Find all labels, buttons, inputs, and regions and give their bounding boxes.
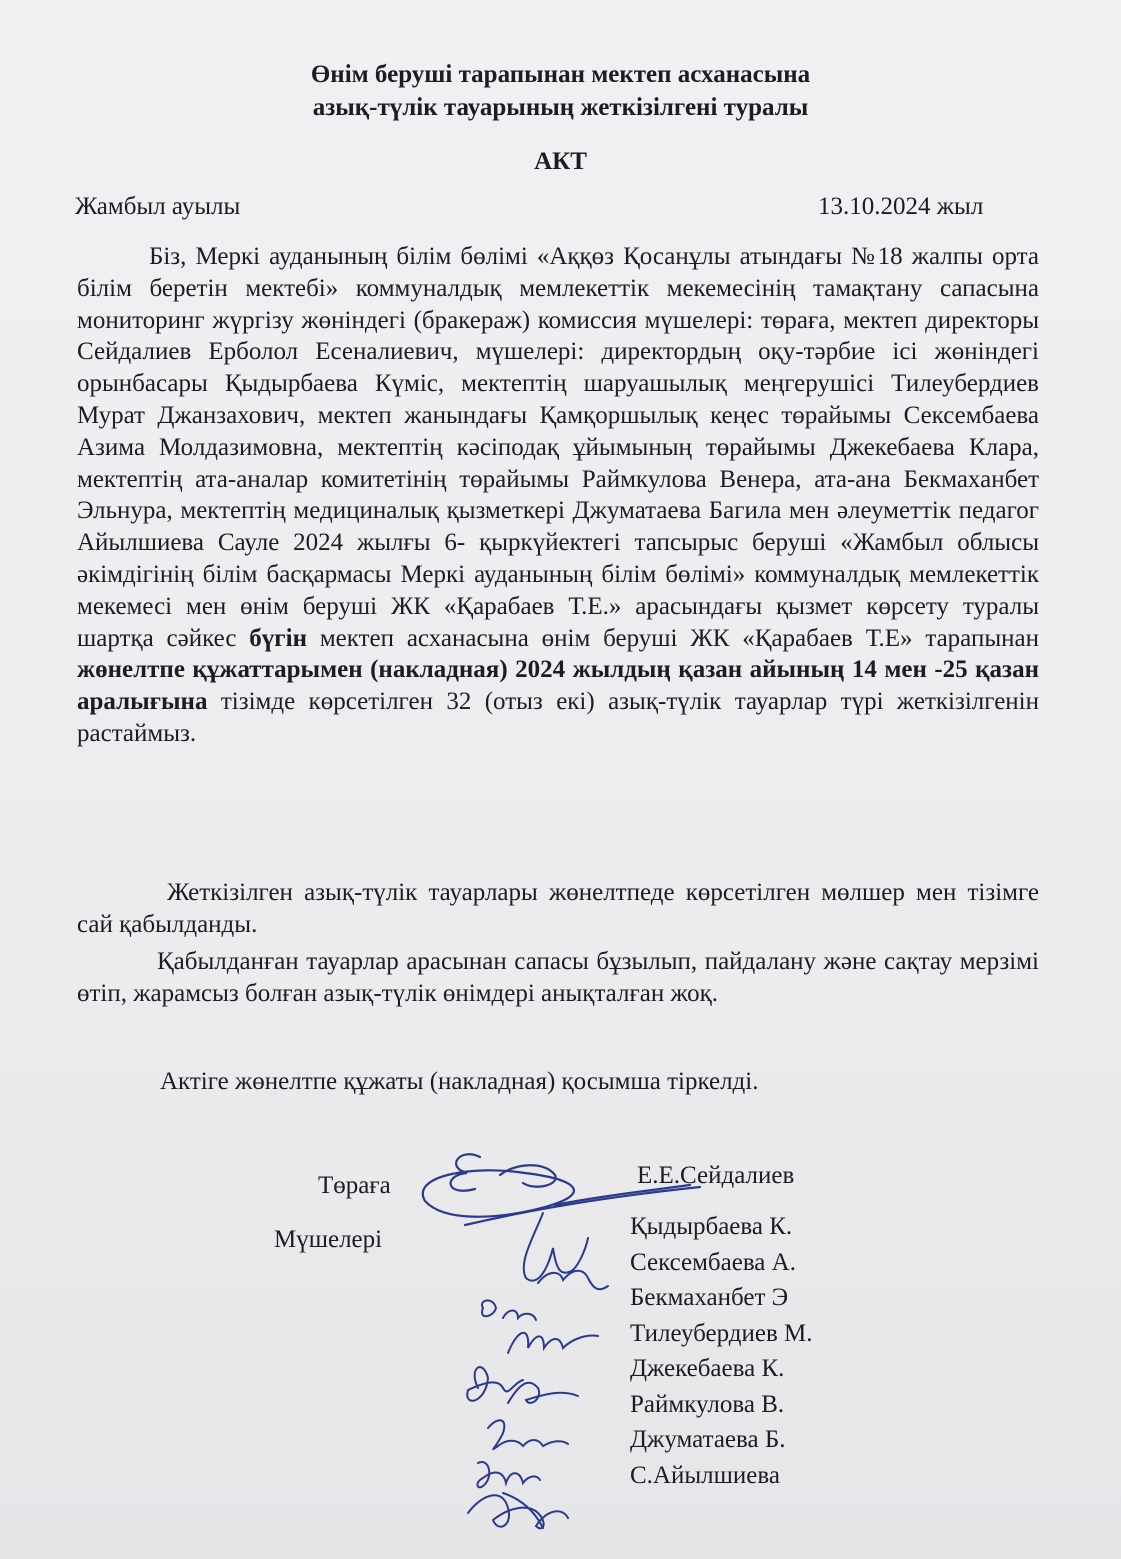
paragraph-text-e: тізімде көрсетілген 32 (отыз екі) азық-түлік тауарлар түрі жеткізілгенін растаймыз.: [77, 688, 1039, 747]
member-name: Джекебаева К.: [630, 1355, 785, 1382]
chair-name: Е.Е.Сейдалиев: [637, 1162, 795, 1189]
attachment-note: Актіге жөнелтпе құжаты (накладная) қосымша тіркелді.: [160, 1068, 759, 1095]
delivery-paragraph: Жеткізілген азық-түлік тауарлары жөнелтпеде көрсетілген мөлшер мен тізімге сай қабылданды.: [77, 879, 1039, 938]
member-signatures: [448, 1208, 618, 1543]
paragraph-text-c: мектеп асханасына өнім беруші ЖК «Қарабаев Т.Е» тарапынан: [307, 624, 1039, 652]
paragraph-text-delivery-period: жөнелтпе құжаттарымен (накладная) 2024 жылдың қазан айының 14 мен -25 қазан аралығына: [77, 656, 1039, 716]
member-name: Раймкулова В.: [630, 1390, 785, 1418]
place-name: Жамбыл ауылы: [75, 193, 241, 220]
title-line-2: азық-түлік тауарының жеткізілгені туралы: [312, 94, 809, 121]
member-name: С.Айылшиева: [630, 1461, 780, 1489]
member-name: Тилеубердиев М.: [630, 1319, 813, 1347]
quality-paragraph: Қабылданған тауарлар арасынан сапасы бұзылып, пайдалану және сақтау мерзімі өтіп, жарамсыз болған азық-түлік өнімдері анықталған жоқ.: [77, 948, 1039, 1007]
chair-label: Төраға: [318, 1172, 391, 1199]
members-list: [630, 1209, 813, 1493]
member-name: Бекмаханбет Э: [630, 1284, 789, 1311]
document-heading: АКТ: [534, 148, 587, 175]
main-paragraph: [77, 241, 1039, 750]
member-name: Сексембаева А.: [630, 1248, 796, 1276]
members-label: Мүшелері: [274, 1226, 383, 1253]
paragraph-text-today: бүгін: [249, 624, 307, 652]
member-name: Джуматаева Б.: [630, 1426, 786, 1453]
paragraph-text-a: Біз, Меркі ауданының білім бөлімі «Аққөз Қосанұлы атындағы №18 жалпы орта білім беретін мектебі» коммуналдық мемлекеттік мекемесінің тамақтану сапасына мониторинг жүргізу жөніндегі (бракераж) комиссия мүшелері: төраға, мектеп директоры Сейдалиев Ерболол Есеналиевич, мүшелері: директордың оқу-тәрбие ісі жөніндегі орынбасары Қыдырбаева Күміс, мектептің шаруашылық меңгерушісі Тилеубердиев Мурат Джанзахович, мектеп жанындағы Қамқоршылық кеңес төрайымы Сексембаева Азима Молдазимовна, мектептің кәсіподақ ұйымының төрайымы Джекебаева Клара, мектептің ата-аналар комитетінің төрайымы Раймкулова Венера, ата-ана Бекмаханбет Эльнура, мектептің медициналық қызметкері Джуматаева Багила мен әлеуметтік педагог Айылшиева Сауле 2024 жылғы 6- қыркүйектегі тапсырыс беруші «Жамбыл облысы әкімдігінің білім басқармасы Меркі ауданының білім бөлімі» коммуналдық мемлекеттік мекемесі мен өнім беруші ЖК «Қарабаев Т.Е.» арасындағы қызмет көрсету туралы шартқа сәйкес: [77, 243, 1039, 652]
title-line-1: Өнім беруші тарапынан мектеп асханасына: [310, 61, 811, 88]
member-name: Қыдырбаева К.: [630, 1213, 793, 1240]
document-date: 13.10.2024 жыл: [818, 193, 984, 220]
